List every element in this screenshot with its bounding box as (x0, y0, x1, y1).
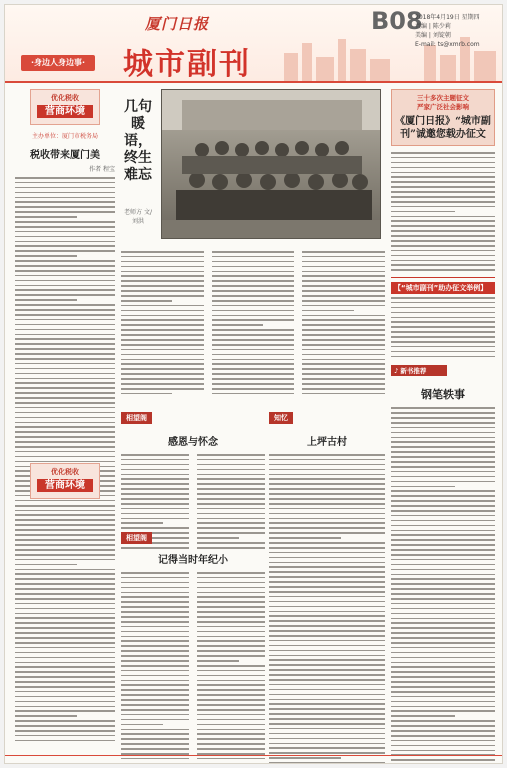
section-tag-newbook: ♪ 新书推荐 (391, 365, 447, 376)
right-column (391, 89, 495, 764)
article-body-pen (391, 407, 495, 764)
feature-body-col3 (302, 251, 385, 398)
group-photo-illustration (162, 90, 381, 239)
page-footer-rule (5, 755, 503, 763)
article-title-gratitude: 感恩与怀念 (168, 437, 218, 448)
article-title-youth: 记得当时年纪小 (158, 555, 228, 566)
group-photo (161, 89, 381, 239)
email-credit: E-mail: ts@xmrb.com (415, 41, 480, 48)
masthead (5, 5, 503, 83)
brand-name: 厦门日报 (145, 15, 210, 33)
article-body-tax-2 (15, 505, 115, 741)
article-byline-tax: 作者 程宝 (89, 166, 115, 173)
section-tag-lower: 相望阁 (121, 532, 152, 544)
issue-meta (415, 13, 480, 49)
feature-title: 几句暖语，终生难忘 (124, 99, 152, 183)
article-title-pen: 钢笔轶事 (421, 388, 465, 402)
page-number: B08 (371, 7, 423, 35)
left-column-lower (15, 457, 115, 745)
newspaper-page (4, 4, 503, 764)
tax-logo-2 (30, 463, 100, 499)
article-title-village: 上坪古村 (307, 437, 347, 448)
contest-body (391, 152, 495, 271)
feature-block (121, 89, 381, 247)
feature-body-col2 (212, 251, 295, 398)
section-tag-right: 知忆 (269, 412, 293, 424)
essay-contest-banner (391, 89, 495, 146)
feature-body-col1 (121, 251, 204, 398)
article-body-village (269, 454, 385, 764)
article-title-tax: 税收带来厦门美 (30, 150, 100, 161)
tax-logo-top: 优化税收 (51, 94, 79, 102)
section-tag-left: 相望阁 (121, 412, 152, 424)
banner-line-1: 三十多次主题征文 (417, 94, 469, 102)
issue-date: 2018年4月19日 星期四 (415, 14, 480, 21)
tax-logo (30, 89, 100, 125)
tax-logo-2-top: 优化税收 (51, 468, 79, 476)
article-body-youth (121, 572, 265, 764)
editor-credit: 责编 | 陈少莉 (415, 23, 451, 30)
contest-examples (391, 277, 495, 357)
slogan-badge: ·身边人身边事· (21, 55, 95, 71)
banner-line-2: 严家广泛社会影响 (417, 103, 469, 111)
middle-lower-right (269, 405, 385, 764)
page-title: 城市副刊 (123, 47, 251, 82)
tax-logo-2-main: 营商环境 (37, 479, 93, 492)
banner-title: 《厦门日报》“城市副刊”诚邀您载办征文 (395, 116, 491, 140)
contest-examples-title: 【“城市副刊”助办征文举例】 (391, 282, 495, 294)
feature-body (121, 251, 385, 398)
tax-logo-main: 营商环境 (37, 105, 93, 118)
middle-lower-bottom (121, 525, 265, 764)
designer-credit: 美编 | 刘锭朝 (415, 32, 451, 39)
feature-byline: 老师方 文/刘洪 (124, 209, 152, 225)
sponsor-line: 主办单位：厦门市税务局 (31, 133, 98, 140)
